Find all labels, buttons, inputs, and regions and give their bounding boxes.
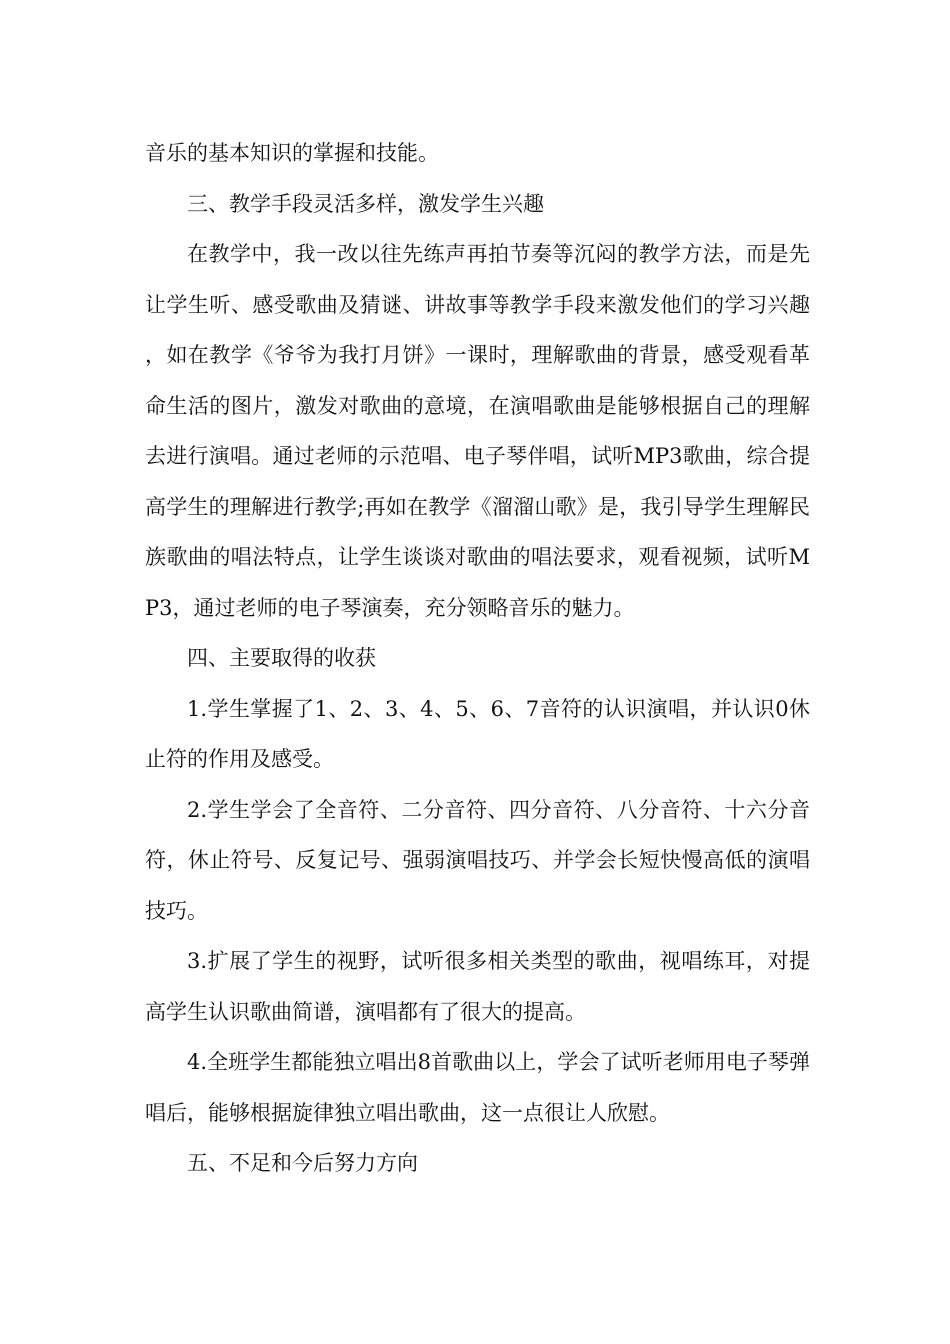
section-heading-5: 五、不足和今后努力方向 xyxy=(187,1151,418,1175)
list-item-4: 4.全班学生都能独立唱出8首歌曲以上，学会了试听老师用电子琴弹唱后，能够根据旋律独立唱出歌曲，这一点很让人欣慰。 xyxy=(145,1050,810,1125)
list-item-2: 2.学生学会了全音符、二分音符、四分音符、八分音符、十六分音符，休止符号、反复记号、强弱演唱技巧、并学会长短快慢高低的演唱技巧。 xyxy=(145,797,810,923)
list-item-3: 3.扩展了学生的视野，试听很多相关类型的歌曲，视唱练耳，对提高学生认识歌曲简谱，演唱都有了很大的提高。 xyxy=(145,949,810,1024)
paragraph-teaching-methods: 在教学中，我一改以往先练声再拍节奏等沉闷的教学方法，而是先让学生听、感受歌曲及猜谜、讲故事等教学手段来激发他们的学习兴趣，如在教学《爷爷为我打月饼》一课时，理解歌曲的背景，感受观看革命生活的图片，激发对歌曲的意境，在演唱歌曲是能够根据自己的理解去进行演唱。通过老师的示范唱、电子琴伴唱，试听MP3歌曲，综合提高学生的理解进行教学;再如在教学《溜溜山歌》是，我引导学生理解民族歌曲的唱法特点，让学生谈谈对歌曲的唱法要求，观看视频，试听MP3，通过老师的电子琴演奏，充分领略音乐的魅力。 xyxy=(145,242,810,620)
section-heading-4: 四、主要取得的收获 xyxy=(187,646,376,670)
section-heading-3: 三、教学手段灵活多样，激发学生兴趣 xyxy=(187,191,544,216)
document-body xyxy=(145,128,810,1189)
list-item-1: 1.学生掌握了1、2、3、4、5、6、7音符的认识演唱，并认识0休止符的作用及感受。 xyxy=(145,696,810,771)
paragraph-continuation: 音乐的基本知识的掌握和技能。 xyxy=(145,141,439,165)
